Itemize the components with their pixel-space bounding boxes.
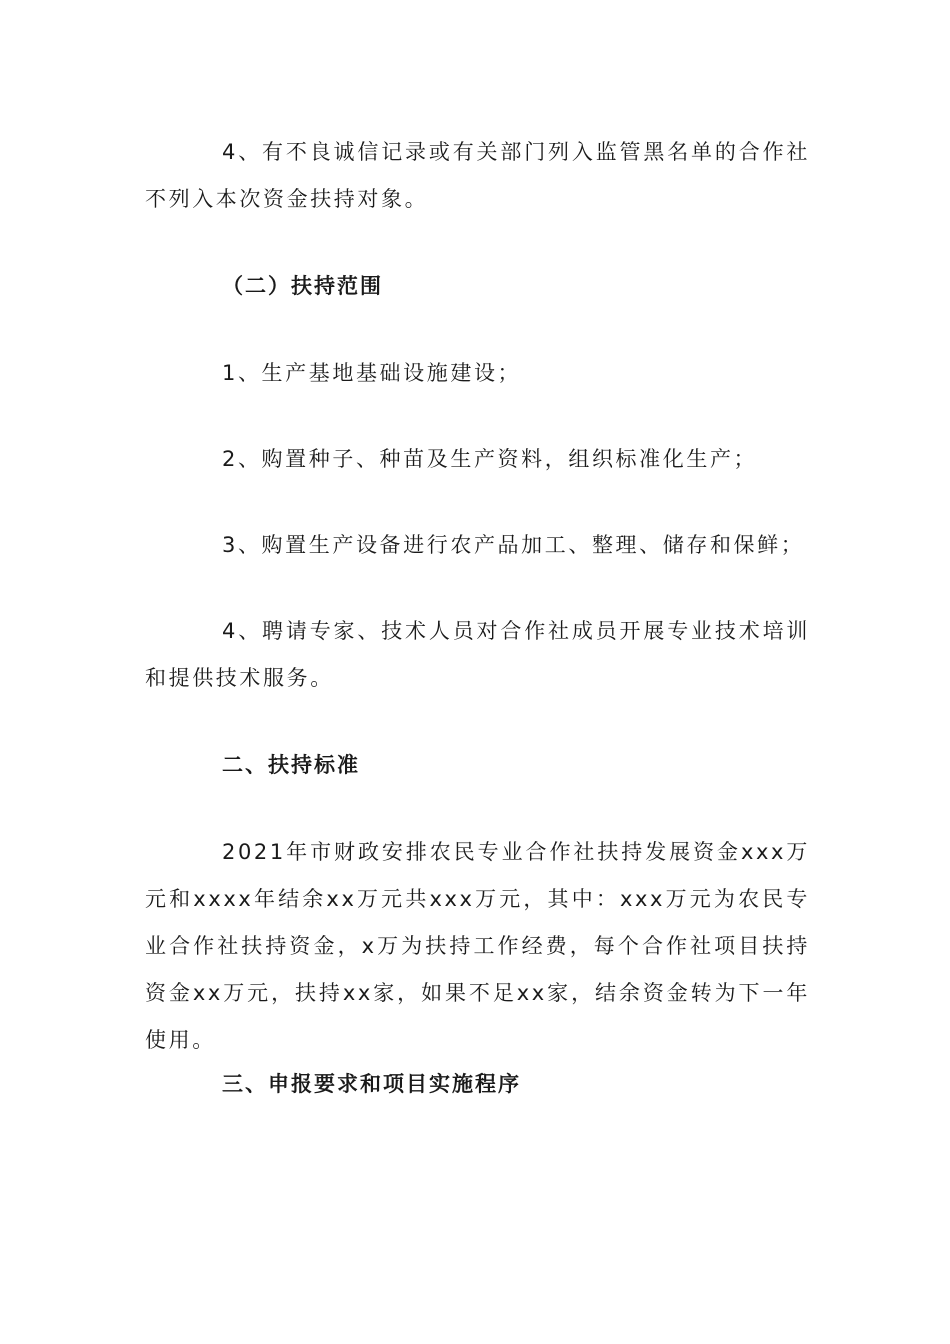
- scope-item-4: 4、聘请专家、技术人员对合作社成员开展专业技术培训和提供技术服务。: [145, 619, 810, 690]
- paragraph-support-standard: 2021年市财政安排农民专业合作社扶持发展资金xxx万元和xxxx年结余xx万元共xxx万元，其中：xxx万元为农民专业合作社扶持资金，x万为扶持工作经费，每个合作社项目扶持资金xx万元，扶持xx家，如果不足xx家，结余资金转为下一年使用。: [145, 840, 810, 1052]
- heading-support-scope: （二）扶持范围: [222, 274, 383, 298]
- scope-item-1: 1、生产基地基础设施建设；: [222, 361, 522, 385]
- scope-item-3: 3、购置生产设备进行农产品加工、整理、储存和保鲜；: [222, 533, 805, 557]
- heading-support-standard: 二、扶持标准: [222, 753, 360, 777]
- heading-application-procedure: 三、申报要求和项目实施程序: [222, 1072, 521, 1096]
- paragraph-blacklist: 4、有不良诚信记录或有关部门列入监管黑名单的合作社不列入本次资金扶持对象。: [145, 140, 810, 211]
- scope-item-2: 2、购置种子、种苗及生产资料，组织标准化生产；: [222, 447, 758, 471]
